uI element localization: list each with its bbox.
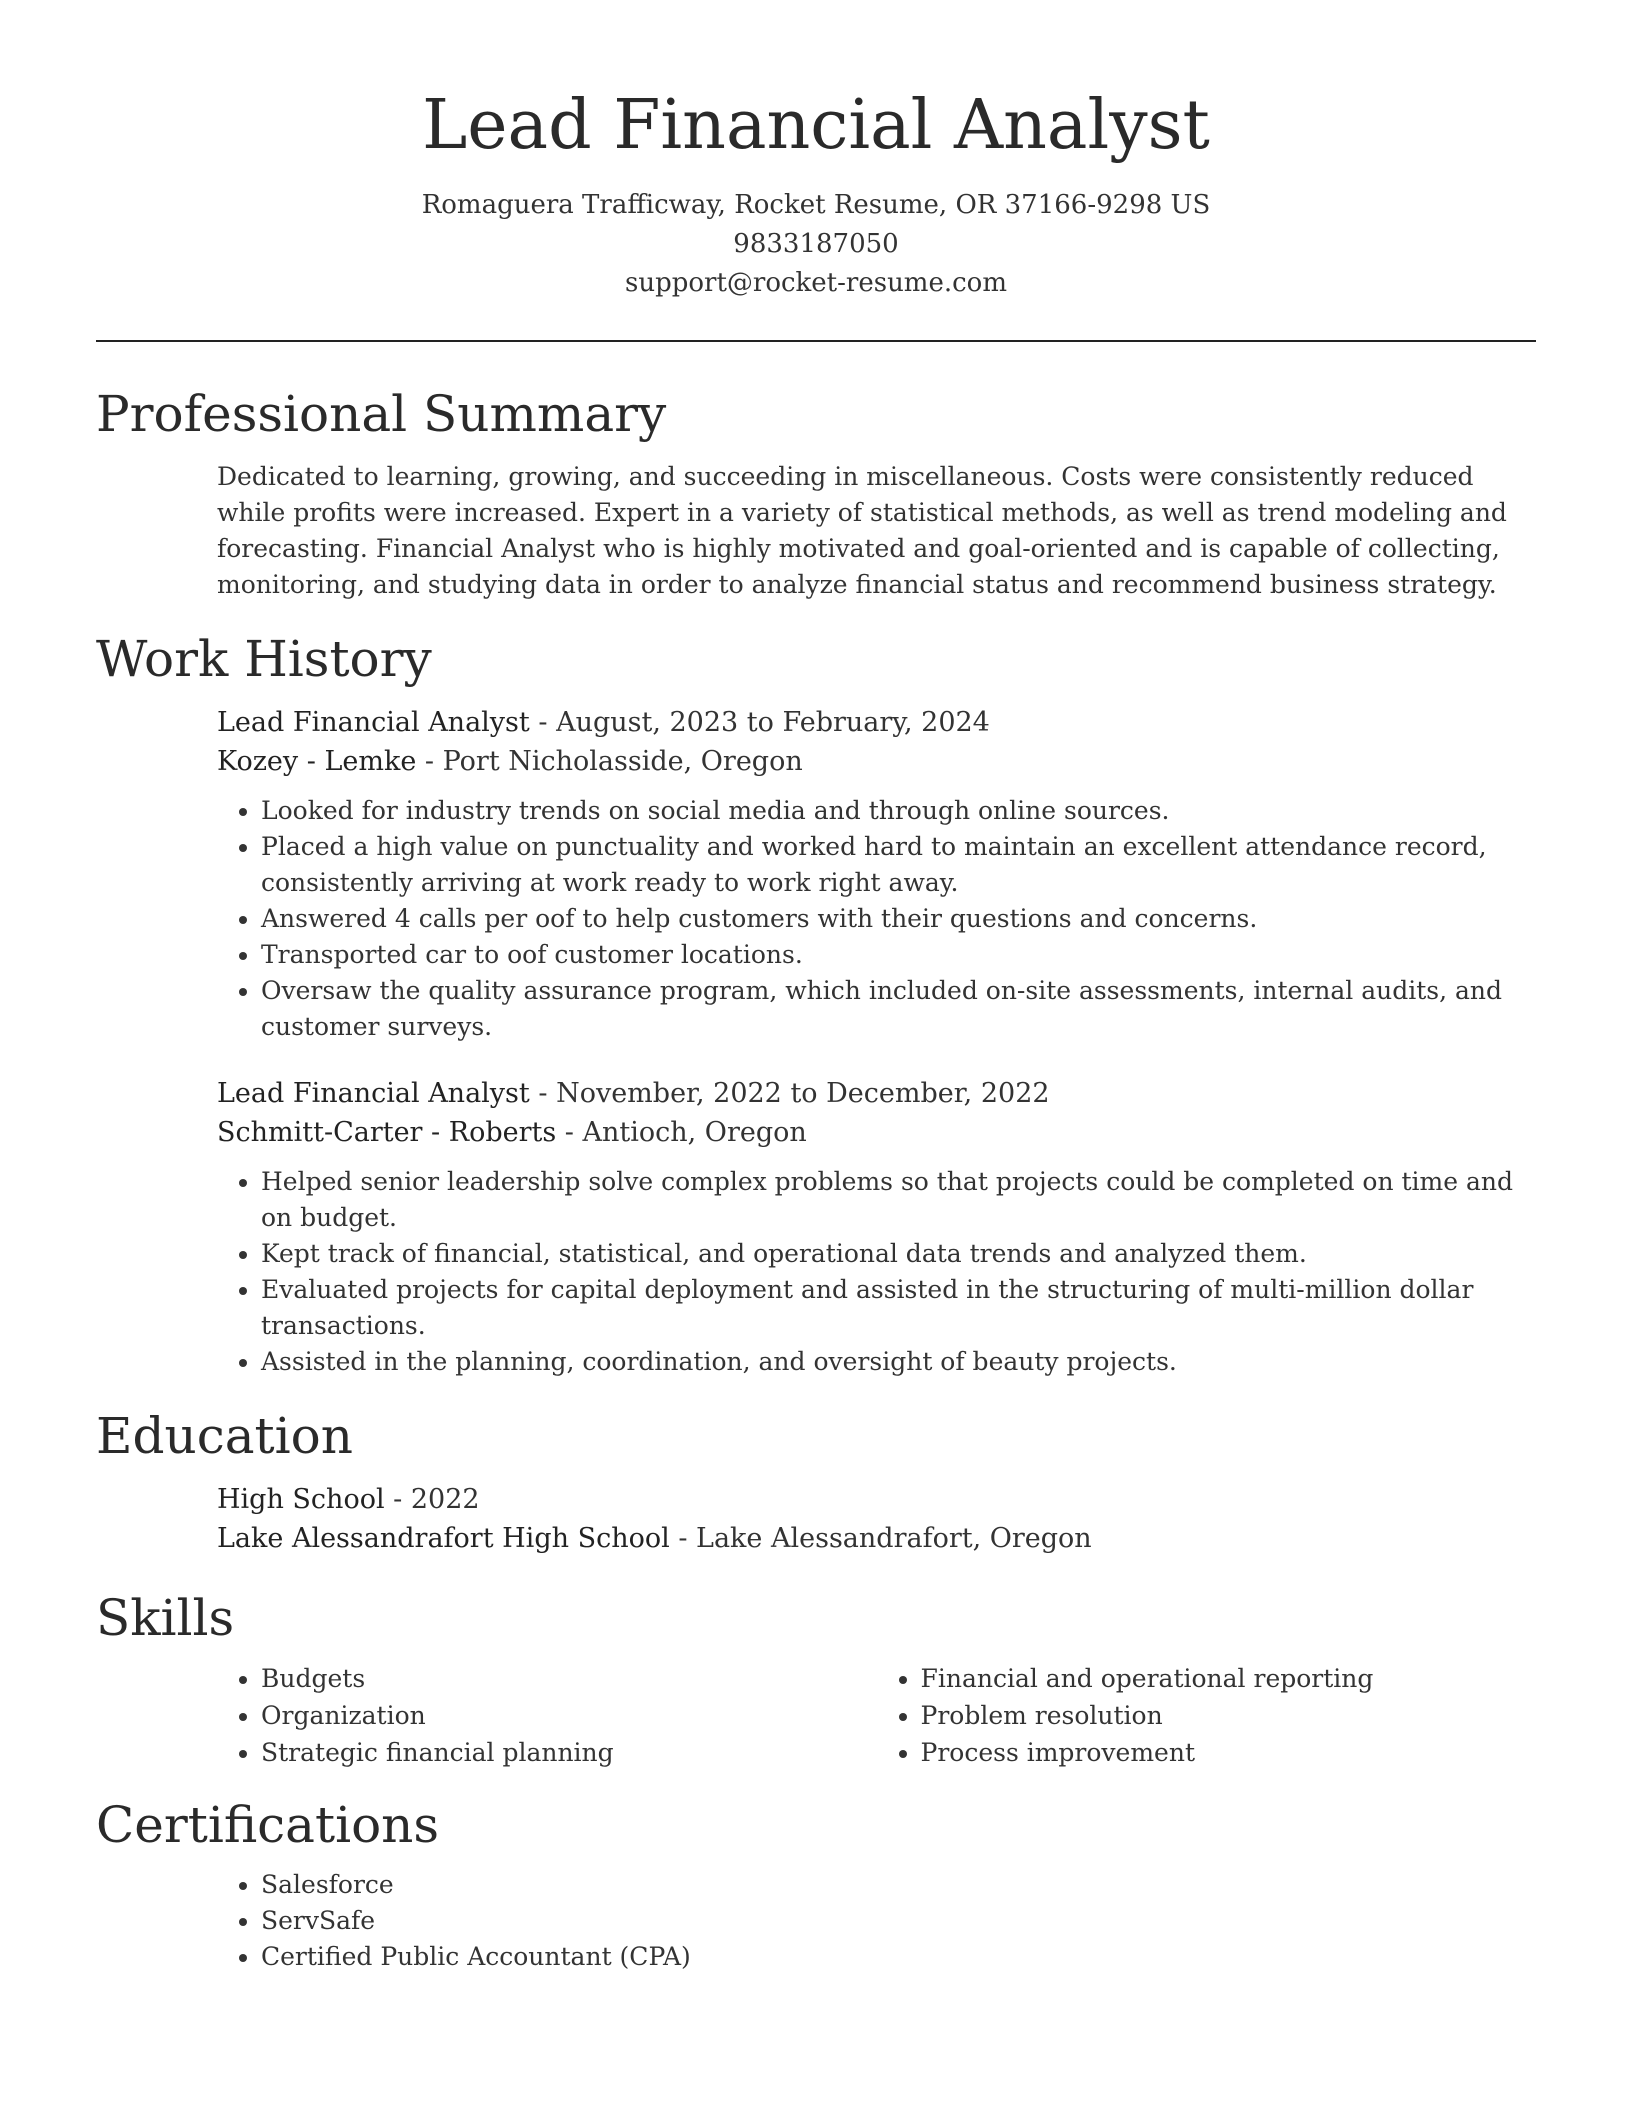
header-divider [96, 340, 1536, 342]
contact-block [96, 186, 1536, 303]
summary-text: Dedicated to learning, growing, and succeeding in miscellaneous. Costs were consistently reduced while profits were increased. Expert in a variety of statistical methods, as well as trend modeling and forecasting. Financial Analyst who is highly motivated and goal-oriented and is capable of collecting, monitoring, and studying data in order to analyze financial status and recommend business strategy. [217, 462, 1507, 599]
skills-columns [96, 1660, 1536, 1771]
resume-header [96, 0, 1536, 303]
job-role: Lead Financial Analyst [217, 707, 530, 738]
section-title-work: Work History [96, 630, 432, 688]
list-item: • Placed a high value on punctuality and worked hard to maintain an excellent attendance record, consistently arriving at work ready to work right away. [261, 829, 1536, 901]
summary-section [96, 384, 1536, 603]
degree-line [217, 1480, 1536, 1519]
school-line [217, 1519, 1536, 1558]
job-title-line [217, 1074, 1536, 1113]
job-role: Lead Financial Analyst [217, 1078, 530, 1109]
job-company: Schmitt-Carter - Roberts [217, 1117, 557, 1148]
list-item: • Assisted in the planning, coordination, and oversight of beauty projects. [261, 1344, 1536, 1380]
work-section [96, 629, 1536, 1380]
job-company-line [217, 1113, 1536, 1152]
section-title-certifications: Certifications [96, 1796, 440, 1854]
list-item: • Helped senior leadership solve complex problems so that projects could be completed on time and on budget. [261, 1164, 1536, 1236]
certifications-list [217, 1867, 1536, 1975]
school-location: - Lake Alessandrafort, Oregon [669, 1523, 1092, 1554]
list-item: • Certified Public Accountant (CPA) [261, 1939, 1536, 1975]
list-item: • Financial and operational reporting [921, 1660, 1537, 1697]
list-item: • Strategic financial planning [261, 1734, 877, 1771]
skills-section [96, 1588, 1536, 1771]
job-bullets [217, 1164, 1536, 1380]
list-item: • Salesforce [261, 1867, 1536, 1903]
list-item: • Organization [261, 1697, 877, 1734]
job-company: Kozey - Lemke [217, 746, 417, 777]
list-item: • Transported car to oof customer locations. [261, 937, 1536, 973]
job-title-line [217, 703, 1536, 742]
list-item: • Process improvement [921, 1734, 1537, 1771]
list-item: • Looked for industry trends on social media and through online sources. [261, 793, 1536, 829]
list-item: • Problem resolution [921, 1697, 1537, 1734]
skills-right-column [877, 1660, 1537, 1771]
list-item: • Budgets [261, 1660, 877, 1697]
education-section [96, 1406, 1536, 1558]
address-line: Romaguera Trafficway, Rocket Resume, OR 37166-9298 US [421, 190, 1211, 220]
graduation-year: - 2022 [384, 1484, 480, 1515]
job-bullets [217, 793, 1536, 1045]
skills-left-column [217, 1660, 877, 1771]
list-item: • Kept track of financial, statistical, and operational data trends and analyzed them. [261, 1236, 1536, 1272]
school-name: Lake Alessandrafort High School [217, 1523, 670, 1554]
job-dates: - August, 2023 to February, 2024 [529, 707, 990, 738]
job-location: - Antioch, Oregon [556, 1117, 807, 1148]
list-item: • Oversaw the quality assurance program, which included on-site assessments, internal audits, and customer surveys. [261, 973, 1536, 1045]
job-dates: - November, 2022 to December, 2022 [529, 1078, 1050, 1109]
education-entry [96, 1480, 1536, 1558]
phone-line: 9833187050 [733, 229, 899, 259]
email-line: support@rocket-resume.com [624, 268, 1007, 298]
job-company-line [217, 742, 1536, 781]
section-title-education: Education [96, 1407, 353, 1465]
section-title-skills: Skills [96, 1589, 235, 1647]
list-item: • Answered 4 calls per oof to help customers with their questions and concerns. [261, 901, 1536, 937]
job-entry [96, 703, 1536, 1045]
section-title-summary: Professional Summary [96, 385, 667, 443]
job-location: - Port Nicholasside, Oregon [416, 746, 803, 777]
list-item: • Evaluated projects for capital deployment and assisted in the structuring of multi-million dollar transactions. [261, 1272, 1536, 1344]
degree: High School [217, 1484, 385, 1515]
candidate-title: Lead Financial Analyst [422, 86, 1210, 165]
list-item: • ServSafe [261, 1903, 1536, 1939]
certifications-list-wrap [96, 1867, 1536, 1975]
certifications-section [96, 1795, 1536, 1975]
job-entry [96, 1074, 1536, 1380]
